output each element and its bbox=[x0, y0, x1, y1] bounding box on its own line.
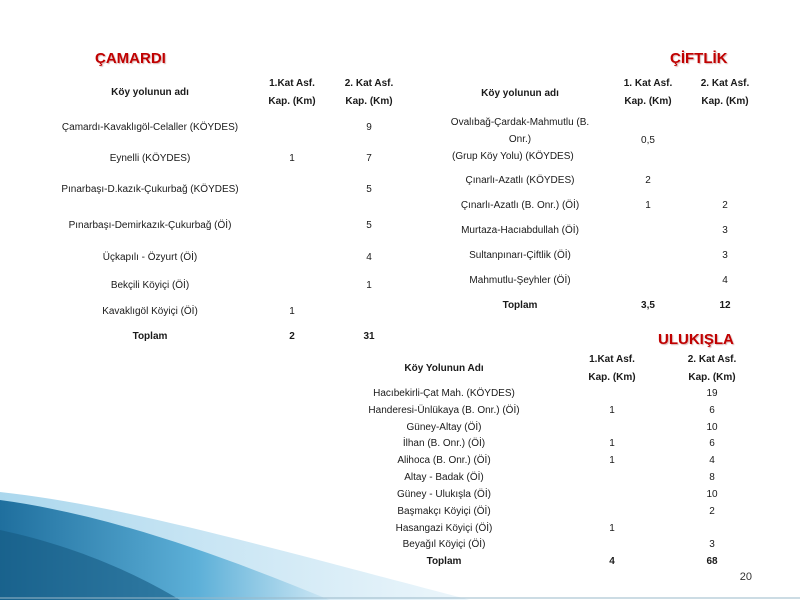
ulukisla-header-kat2-unit: Kap. (Km) bbox=[688, 372, 736, 383]
road-name-line3: (Grup Köy Yolu) (KÖYDES) bbox=[452, 151, 574, 162]
kat2-value: 2 bbox=[722, 200, 728, 211]
road-name: Çamardı-Kavaklıgöl-Celaller (KÖYDES) bbox=[61, 122, 239, 133]
kat2-value: 5 bbox=[366, 184, 372, 195]
kat2-value: 4 bbox=[722, 275, 728, 286]
road-name: Pınarbaşı-D.kazık-Çukurbağ (KÖYDES) bbox=[61, 184, 239, 195]
kat1-value: 1 bbox=[609, 405, 615, 416]
total-kat1: 3,5 bbox=[641, 300, 655, 311]
kat2-value: 7 bbox=[366, 153, 372, 164]
kat2-value: 10 bbox=[706, 489, 718, 500]
page-number: 20 bbox=[739, 571, 752, 583]
total-kat1: 4 bbox=[609, 556, 615, 567]
road-name: Hacıbekirli-Çat Mah. (KÖYDES) bbox=[373, 388, 515, 399]
ciftlik-header-name: Köy yolunun adı bbox=[481, 88, 559, 99]
kat2-value: 6 bbox=[709, 405, 715, 416]
road-name: Sultanpınarı-Çiftlik (Öİ) bbox=[469, 250, 571, 261]
kat2-value: 19 bbox=[706, 388, 718, 399]
kat1-value: 1 bbox=[609, 455, 615, 466]
ulukisla-header-kat2: 2. Kat Asf. bbox=[687, 354, 737, 365]
road-name: Handeresi-Ünlükaya (B. Onr.) (Öİ) bbox=[368, 405, 520, 416]
road-name: Altay - Badak (Öİ) bbox=[404, 472, 484, 483]
road-name: Pınarbaşı-Demirkazık-Çukurbağ (Öİ) bbox=[68, 220, 232, 231]
total-label: Toplam bbox=[426, 556, 462, 567]
road-name: Üçkapılı - Özyurt (Öİ) bbox=[102, 252, 198, 263]
road-name: Murtaza-Hacıabdullah (Öİ) bbox=[461, 225, 579, 236]
road-name: Mahmutlu-Şeyhler (Öİ) bbox=[469, 275, 571, 286]
ciftlik-header-kat2: 2. Kat Asf. bbox=[700, 78, 750, 89]
road-name: Güney - Ulukışla (Öİ) bbox=[397, 489, 491, 500]
kat1-value: 1 bbox=[289, 153, 295, 164]
camardi-header-kat2: 2. Kat Asf. bbox=[344, 78, 394, 89]
total-label: Toplam bbox=[132, 331, 168, 342]
kat1-value: 1 bbox=[609, 438, 615, 449]
ciftlik-header-kat1-unit: Kap. (Km) bbox=[624, 96, 672, 107]
kat1-value: 1 bbox=[609, 523, 615, 534]
road-name: Eynelli (KÖYDES) bbox=[109, 153, 191, 164]
road-name: Hasangazi Köyiçi (Öİ) bbox=[395, 523, 493, 534]
kat1-value: 1 bbox=[645, 200, 651, 211]
camardi-header-kat1: 1.Kat Asf. bbox=[269, 78, 315, 89]
road-name: Ovalıbağ-Çardak-Mahmutlu (B. bbox=[450, 117, 590, 128]
camardi-header-kat2-unit: Kap. (Km) bbox=[345, 96, 393, 107]
road-name: Alihoca (B. Onr.) (Öİ) bbox=[397, 455, 491, 466]
total-kat2: 68 bbox=[706, 556, 718, 567]
ulukisla-header-kat1-unit: Kap. (Km) bbox=[588, 372, 636, 383]
total-kat2: 12 bbox=[719, 300, 731, 311]
road-name: Çınarlı-Azatlı (KÖYDES) bbox=[465, 175, 575, 186]
kat2-value: 2 bbox=[709, 506, 715, 517]
ulukisla-title: ULUKIŞLA bbox=[658, 331, 734, 348]
kat2-value: 1 bbox=[366, 280, 372, 291]
kat2-value: 3 bbox=[709, 539, 715, 550]
road-name: Güney-Altay (Öİ) bbox=[406, 422, 482, 433]
ciftlik-title: ÇİFTLİK bbox=[670, 50, 728, 67]
road-name: Kavaklıgöl Köyiçi (Öİ) bbox=[102, 306, 198, 317]
kat2-value: 3 bbox=[722, 225, 728, 236]
kat1-value: 1 bbox=[289, 306, 295, 317]
road-name: İlhan (B. Onr.) (Öİ) bbox=[402, 438, 486, 449]
road-name-line2: Onr.) bbox=[508, 134, 532, 145]
kat2-value: 5 bbox=[366, 220, 372, 231]
camardi-header-kat1-unit: Kap. (Km) bbox=[268, 96, 316, 107]
kat2-value: 4 bbox=[366, 252, 372, 263]
kat2-value: 6 bbox=[709, 438, 715, 449]
kat2-value: 4 bbox=[709, 455, 715, 466]
kat1-value: 0,5 bbox=[641, 135, 655, 146]
camardi-title: ÇAMARDI bbox=[95, 50, 166, 67]
ulukisla-header-name: Köy Yolunun Adı bbox=[404, 363, 484, 374]
ulukisla-header-kat1: 1.Kat Asf. bbox=[589, 354, 635, 365]
total-kat1: 2 bbox=[289, 331, 295, 342]
road-name: Beyağıl Köyiçi (Öİ) bbox=[402, 539, 486, 550]
total-label: Toplam bbox=[502, 300, 538, 311]
camardi-header-name: Köy yolunun adı bbox=[111, 87, 189, 98]
road-name: Bekçili Köyiçi (Öİ) bbox=[110, 280, 190, 291]
road-name: Başmakçı Köyiçi (Öİ) bbox=[397, 506, 491, 517]
ciftlik-header-kat2-unit: Kap. (Km) bbox=[701, 96, 749, 107]
kat2-value: 8 bbox=[709, 472, 715, 483]
kat2-value: 10 bbox=[706, 422, 718, 433]
ciftlik-header-kat1: 1. Kat Asf. bbox=[623, 78, 673, 89]
total-kat2: 31 bbox=[363, 331, 375, 342]
kat2-value: 3 bbox=[722, 250, 728, 261]
road-name: Çınarlı-Azatlı (B. Onr.) (Öİ) bbox=[460, 200, 580, 211]
kat2-value: 9 bbox=[366, 122, 372, 133]
kat1-value: 2 bbox=[645, 175, 651, 186]
